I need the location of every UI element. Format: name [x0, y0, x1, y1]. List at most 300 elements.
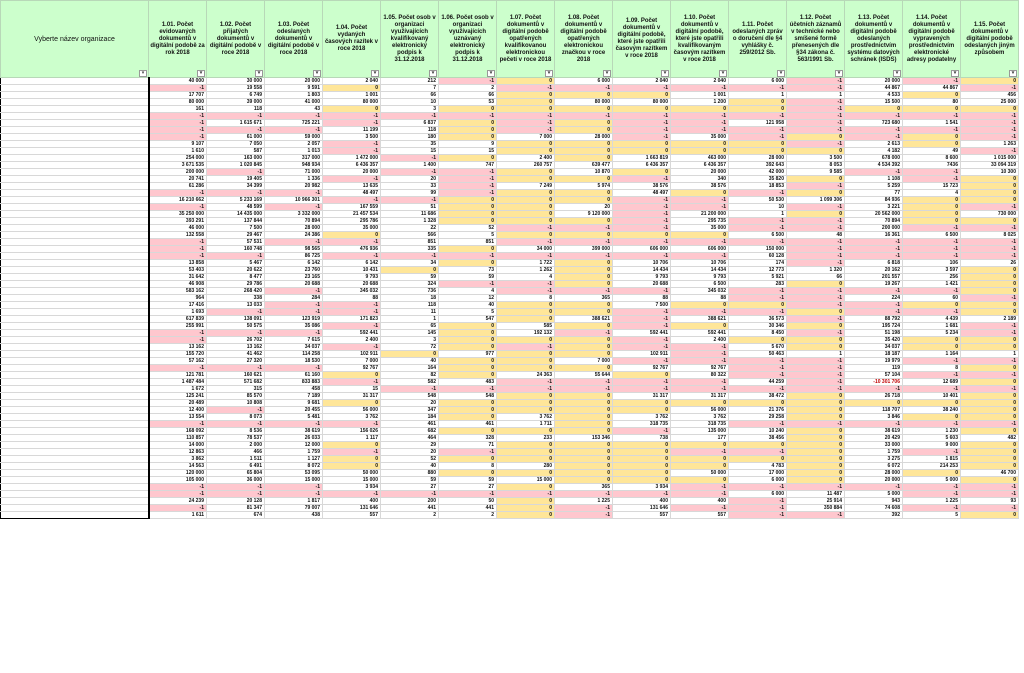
- data-cell[interactable]: 13 554: [149, 414, 207, 421]
- data-cell[interactable]: -1: [613, 127, 671, 134]
- column-header[interactable]: [323, 1, 381, 78]
- data-cell[interactable]: 0: [961, 407, 1019, 414]
- organization-name-cell[interactable]: [1, 92, 149, 99]
- organization-name-cell[interactable]: [1, 218, 149, 225]
- organization-name-cell[interactable]: [1, 85, 149, 92]
- data-cell[interactable]: -1: [497, 491, 555, 498]
- data-cell[interactable]: -1: [903, 358, 961, 365]
- data-cell[interactable]: 9 793: [671, 274, 729, 281]
- data-cell[interactable]: 21 200 000: [671, 211, 729, 218]
- data-cell[interactable]: 400: [323, 498, 381, 505]
- data-cell[interactable]: 723 680: [845, 120, 903, 127]
- data-cell[interactable]: 9 793: [613, 274, 671, 281]
- data-cell[interactable]: -1: [961, 225, 1019, 232]
- data-cell[interactable]: 35 000: [323, 225, 381, 232]
- data-cell[interactable]: -1: [729, 421, 787, 428]
- data-cell[interactable]: 38 472: [729, 393, 787, 400]
- organization-name-cell[interactable]: [1, 169, 149, 176]
- data-cell[interactable]: -1: [207, 190, 265, 197]
- data-cell[interactable]: 38 619: [845, 428, 903, 435]
- organization-name-cell[interactable]: [1, 372, 149, 379]
- data-cell[interactable]: 48 599: [207, 204, 265, 211]
- data-cell[interactable]: 0: [961, 393, 1019, 400]
- data-cell[interactable]: 283: [729, 281, 787, 288]
- data-cell[interactable]: 44 259: [729, 379, 787, 386]
- data-cell[interactable]: 15: [323, 386, 381, 393]
- data-cell[interactable]: 28 000: [845, 470, 903, 477]
- data-cell[interactable]: -1: [961, 120, 1019, 127]
- data-cell[interactable]: -1: [961, 323, 1019, 330]
- data-cell[interactable]: 0: [961, 365, 1019, 372]
- data-cell[interactable]: -1: [323, 323, 381, 330]
- data-cell[interactable]: 88 792: [845, 316, 903, 323]
- data-cell[interactable]: 145: [381, 330, 439, 337]
- data-cell[interactable]: 35: [381, 141, 439, 148]
- data-cell[interactable]: -1: [671, 449, 729, 456]
- data-cell[interactable]: -1: [149, 204, 207, 211]
- data-cell[interactable]: 3 671 535: [149, 162, 207, 169]
- data-cell[interactable]: 0: [613, 92, 671, 99]
- data-cell[interactable]: 80 000: [149, 99, 207, 106]
- data-cell[interactable]: -1: [149, 421, 207, 428]
- data-cell[interactable]: 1 541: [903, 120, 961, 127]
- data-cell[interactable]: -1: [961, 421, 1019, 428]
- data-cell[interactable]: 6 749: [207, 92, 265, 99]
- data-cell[interactable]: 1 672: [149, 386, 207, 393]
- data-cell[interactable]: 92 767: [671, 365, 729, 372]
- data-cell[interactable]: 1 108: [845, 176, 903, 183]
- data-cell[interactable]: 40: [381, 358, 439, 365]
- data-cell[interactable]: 20 455: [265, 407, 323, 414]
- data-cell[interactable]: 53 095: [265, 470, 323, 477]
- data-cell[interactable]: 1 681: [903, 323, 961, 330]
- filter-dropdown-icon[interactable]: ▾: [197, 70, 205, 77]
- column-header[interactable]: [207, 1, 265, 78]
- data-cell[interactable]: 0: [439, 414, 497, 421]
- data-cell[interactable]: 168 092: [149, 428, 207, 435]
- data-cell[interactable]: 0: [497, 106, 555, 113]
- data-cell[interactable]: 0: [903, 400, 961, 407]
- organization-name-cell[interactable]: [1, 78, 149, 85]
- data-cell[interactable]: 0: [497, 176, 555, 183]
- data-cell[interactable]: 153 346: [555, 435, 613, 442]
- data-cell[interactable]: 324: [381, 281, 439, 288]
- data-cell[interactable]: 40: [439, 302, 497, 309]
- data-cell[interactable]: 0: [555, 407, 613, 414]
- data-cell[interactable]: 851: [439, 239, 497, 246]
- data-cell[interactable]: -1: [961, 372, 1019, 379]
- data-cell[interactable]: -1: [613, 113, 671, 120]
- data-cell[interactable]: 1 020 845: [207, 162, 265, 169]
- data-cell[interactable]: 8: [903, 365, 961, 372]
- data-cell[interactable]: 29 258: [729, 414, 787, 421]
- data-cell[interactable]: -1: [787, 330, 845, 337]
- data-cell[interactable]: 19 405: [207, 176, 265, 183]
- data-cell[interactable]: 1 336: [265, 176, 323, 183]
- data-cell[interactable]: 0: [497, 365, 555, 372]
- data-cell[interactable]: 0: [961, 414, 1019, 421]
- data-cell[interactable]: -1: [207, 421, 265, 428]
- data-cell[interactable]: -1: [613, 218, 671, 225]
- data-cell[interactable]: 3 500: [787, 155, 845, 162]
- data-cell[interactable]: 977: [439, 351, 497, 358]
- data-cell[interactable]: 18 530: [265, 358, 323, 365]
- data-cell[interactable]: 3 762: [497, 414, 555, 421]
- data-cell[interactable]: -1: [555, 225, 613, 232]
- data-cell[interactable]: 7 189: [265, 393, 323, 400]
- data-cell[interactable]: 0: [729, 337, 787, 344]
- organization-name-cell[interactable]: [1, 134, 149, 141]
- column-header[interactable]: [903, 1, 961, 78]
- data-cell[interactable]: -1: [903, 484, 961, 491]
- data-cell[interactable]: 736: [381, 288, 439, 295]
- data-cell[interactable]: 49: [903, 148, 961, 155]
- organization-name-cell[interactable]: [1, 148, 149, 155]
- data-cell[interactable]: -1: [961, 386, 1019, 393]
- organization-name-cell[interactable]: [1, 99, 149, 106]
- data-cell[interactable]: 99: [381, 190, 439, 197]
- data-cell[interactable]: -1: [787, 372, 845, 379]
- data-cell[interactable]: 0: [555, 155, 613, 162]
- filter-dropdown-icon[interactable]: ▾: [255, 70, 263, 77]
- data-cell[interactable]: 0: [787, 309, 845, 316]
- data-cell[interactable]: 0: [555, 414, 613, 421]
- data-cell[interactable]: 71 000: [265, 169, 323, 176]
- data-cell[interactable]: 15: [439, 148, 497, 155]
- data-cell[interactable]: 0: [903, 211, 961, 218]
- data-cell[interactable]: 0: [439, 400, 497, 407]
- data-cell[interactable]: 0: [787, 449, 845, 456]
- data-cell[interactable]: 0: [903, 204, 961, 211]
- organization-name-cell[interactable]: [1, 309, 149, 316]
- data-cell[interactable]: 0: [613, 141, 671, 148]
- data-cell[interactable]: 1: [729, 92, 787, 99]
- organization-name-cell[interactable]: [1, 113, 149, 120]
- data-cell[interactable]: 81 347: [207, 505, 265, 512]
- data-cell[interactable]: -1: [613, 428, 671, 435]
- filter-dropdown-icon[interactable]: ▾: [719, 70, 727, 77]
- data-cell[interactable]: -1: [903, 113, 961, 120]
- data-cell[interactable]: 0: [903, 414, 961, 421]
- data-cell[interactable]: 57 162: [149, 358, 207, 365]
- data-cell[interactable]: 682: [381, 428, 439, 435]
- data-cell[interactable]: 0: [961, 442, 1019, 449]
- organization-name-cell[interactable]: [1, 323, 149, 330]
- data-cell[interactable]: 1 262: [497, 267, 555, 274]
- data-cell[interactable]: 0: [555, 260, 613, 267]
- data-cell[interactable]: 42 000: [729, 169, 787, 176]
- data-cell[interactable]: 0: [961, 190, 1019, 197]
- data-cell[interactable]: -1: [381, 491, 439, 498]
- data-cell[interactable]: 0: [497, 351, 555, 358]
- data-cell[interactable]: -1: [729, 365, 787, 372]
- data-cell[interactable]: 0: [439, 330, 497, 337]
- organization-name-cell[interactable]: [1, 463, 149, 470]
- data-cell[interactable]: 392: [845, 512, 903, 519]
- data-cell[interactable]: -1: [555, 386, 613, 393]
- data-cell[interactable]: -1: [439, 491, 497, 498]
- data-cell[interactable]: 0: [787, 456, 845, 463]
- data-cell[interactable]: 0: [323, 85, 381, 92]
- data-cell[interactable]: -1: [787, 239, 845, 246]
- data-cell[interactable]: 13 858: [149, 260, 207, 267]
- data-cell[interactable]: 0: [555, 365, 613, 372]
- data-cell[interactable]: -1: [497, 281, 555, 288]
- data-cell[interactable]: 0: [555, 449, 613, 456]
- data-cell[interactable]: -1: [323, 491, 381, 498]
- data-cell[interactable]: 0: [555, 92, 613, 99]
- data-cell[interactable]: 0: [787, 211, 845, 218]
- data-cell[interactable]: 98 565: [265, 246, 323, 253]
- data-cell[interactable]: -1: [439, 113, 497, 120]
- data-cell[interactable]: 5 259: [845, 183, 903, 190]
- data-cell[interactable]: 177: [671, 435, 729, 442]
- data-cell[interactable]: 0: [323, 456, 381, 463]
- data-cell[interactable]: 0: [497, 484, 555, 491]
- data-cell[interactable]: -1: [671, 351, 729, 358]
- data-cell[interactable]: 59: [381, 274, 439, 281]
- data-cell[interactable]: 0: [555, 477, 613, 484]
- data-cell[interactable]: 192 132: [497, 330, 555, 337]
- data-cell[interactable]: 0: [903, 106, 961, 113]
- organization-name-cell[interactable]: [1, 512, 149, 519]
- data-cell[interactable]: 0: [613, 372, 671, 379]
- data-cell[interactable]: 350 884: [787, 505, 845, 512]
- data-cell[interactable]: 29 467: [207, 232, 265, 239]
- data-cell[interactable]: 118: [207, 106, 265, 113]
- data-cell[interactable]: 52: [439, 225, 497, 232]
- data-cell[interactable]: -1: [613, 337, 671, 344]
- data-cell[interactable]: 114 258: [265, 351, 323, 358]
- data-cell[interactable]: 0: [497, 337, 555, 344]
- data-cell[interactable]: 0: [787, 477, 845, 484]
- data-cell[interactable]: 3 762: [671, 414, 729, 421]
- data-cell[interactable]: -1: [903, 372, 961, 379]
- data-cell[interactable]: 6 491: [207, 463, 265, 470]
- data-cell[interactable]: -1: [961, 253, 1019, 260]
- data-cell[interactable]: -1: [381, 197, 439, 204]
- data-cell[interactable]: 137 844: [207, 218, 265, 225]
- data-cell[interactable]: -1: [845, 134, 903, 141]
- data-cell[interactable]: 10 870: [555, 169, 613, 176]
- data-cell[interactable]: 46 700: [961, 470, 1019, 477]
- data-cell[interactable]: -1: [265, 421, 323, 428]
- data-cell[interactable]: 1 663 819: [613, 155, 671, 162]
- data-cell[interactable]: 0: [497, 456, 555, 463]
- data-cell[interactable]: 964: [149, 295, 207, 302]
- data-cell[interactable]: 38 456: [729, 435, 787, 442]
- data-cell[interactable]: 0: [961, 106, 1019, 113]
- data-cell[interactable]: -1: [381, 253, 439, 260]
- data-cell[interactable]: 105 000: [149, 477, 207, 484]
- organization-name-cell[interactable]: [1, 155, 149, 162]
- data-cell[interactable]: 214 253: [903, 463, 961, 470]
- filter-dropdown-icon[interactable]: ▾: [893, 70, 901, 77]
- data-cell[interactable]: -10 301 706: [845, 379, 903, 386]
- data-cell[interactable]: 284: [265, 295, 323, 302]
- data-cell[interactable]: 20 489: [149, 400, 207, 407]
- organization-name-cell[interactable]: [1, 253, 149, 260]
- data-cell[interactable]: 1 759: [265, 449, 323, 456]
- data-cell[interactable]: 8 072: [265, 463, 323, 470]
- data-cell[interactable]: 16 361: [845, 232, 903, 239]
- data-cell[interactable]: -1: [729, 309, 787, 316]
- data-cell[interactable]: 0: [961, 78, 1019, 85]
- data-cell[interactable]: 0: [555, 442, 613, 449]
- data-cell[interactable]: 3 762: [613, 414, 671, 421]
- data-cell[interactable]: 21 376: [729, 407, 787, 414]
- data-cell[interactable]: 5 481: [265, 414, 323, 421]
- data-cell[interactable]: 747: [439, 162, 497, 169]
- data-cell[interactable]: -1: [729, 127, 787, 134]
- data-cell[interactable]: 56 000: [323, 407, 381, 414]
- data-cell[interactable]: 125 241: [149, 393, 207, 400]
- data-cell[interactable]: 335: [381, 246, 439, 253]
- data-cell[interactable]: 18 187: [845, 351, 903, 358]
- data-cell[interactable]: 7 000: [497, 134, 555, 141]
- data-cell[interactable]: -1: [903, 288, 961, 295]
- data-cell[interactable]: 0: [497, 428, 555, 435]
- data-cell[interactable]: 943: [845, 498, 903, 505]
- data-cell[interactable]: 0: [671, 442, 729, 449]
- column-header[interactable]: [149, 1, 207, 78]
- organization-name-cell[interactable]: [1, 127, 149, 134]
- data-cell[interactable]: 0: [961, 197, 1019, 204]
- data-cell[interactable]: 132 558: [149, 232, 207, 239]
- data-cell[interactable]: 33 000: [845, 442, 903, 449]
- data-cell[interactable]: 0: [323, 106, 381, 113]
- data-cell[interactable]: 393 291: [149, 218, 207, 225]
- data-cell[interactable]: 0: [497, 470, 555, 477]
- organization-name-cell[interactable]: [1, 316, 149, 323]
- organization-name-cell[interactable]: [1, 260, 149, 267]
- data-cell[interactable]: 5: [439, 309, 497, 316]
- data-cell[interactable]: 1 472 000: [323, 155, 381, 162]
- data-cell[interactable]: -1: [961, 85, 1019, 92]
- data-cell[interactable]: 19 267: [845, 281, 903, 288]
- data-cell[interactable]: -1: [555, 239, 613, 246]
- data-cell[interactable]: 365: [555, 295, 613, 302]
- data-cell[interactable]: 0: [729, 141, 787, 148]
- organization-name-cell[interactable]: [1, 491, 149, 498]
- data-cell[interactable]: -1: [729, 386, 787, 393]
- organization-name-cell[interactable]: [1, 386, 149, 393]
- data-cell[interactable]: 20 000: [845, 477, 903, 484]
- organization-name-cell[interactable]: [1, 183, 149, 190]
- data-cell[interactable]: 0: [961, 288, 1019, 295]
- data-cell[interactable]: 0: [903, 337, 961, 344]
- data-cell[interactable]: 200: [381, 498, 439, 505]
- data-cell[interactable]: 0: [671, 148, 729, 155]
- data-cell[interactable]: 315: [207, 386, 265, 393]
- data-cell[interactable]: -1: [787, 302, 845, 309]
- organization-name-cell[interactable]: [1, 428, 149, 435]
- data-cell[interactable]: 0: [497, 218, 555, 225]
- data-cell[interactable]: 5 670: [729, 344, 787, 351]
- organization-name-cell[interactable]: [1, 302, 149, 309]
- data-cell[interactable]: 0: [961, 400, 1019, 407]
- data-cell[interactable]: -1: [787, 358, 845, 365]
- data-cell[interactable]: 35 086: [265, 323, 323, 330]
- data-cell[interactable]: 0: [497, 309, 555, 316]
- data-cell[interactable]: 392 643: [729, 162, 787, 169]
- data-cell[interactable]: 256: [903, 274, 961, 281]
- data-cell[interactable]: 0: [497, 232, 555, 239]
- data-cell[interactable]: 44 867: [903, 85, 961, 92]
- data-cell[interactable]: 0: [439, 470, 497, 477]
- data-cell[interactable]: 5 921: [729, 274, 787, 281]
- data-cell[interactable]: -1: [265, 309, 323, 316]
- data-cell[interactable]: 15: [381, 148, 439, 155]
- data-cell[interactable]: 80 000: [555, 99, 613, 106]
- data-cell[interactable]: 1 610: [149, 148, 207, 155]
- data-cell[interactable]: -1: [787, 106, 845, 113]
- data-cell[interactable]: 3 846: [845, 414, 903, 421]
- data-cell[interactable]: 66: [381, 92, 439, 99]
- data-cell[interactable]: 0: [497, 169, 555, 176]
- column-header[interactable]: [787, 1, 845, 78]
- data-cell[interactable]: 20 688: [323, 281, 381, 288]
- data-cell[interactable]: 466: [207, 449, 265, 456]
- data-cell[interactable]: 0: [497, 141, 555, 148]
- data-cell[interactable]: -1: [613, 204, 671, 211]
- data-cell[interactable]: 461: [439, 421, 497, 428]
- data-cell[interactable]: 547: [439, 316, 497, 323]
- data-cell[interactable]: 0: [671, 141, 729, 148]
- data-cell[interactable]: -1: [613, 288, 671, 295]
- organization-name-cell[interactable]: [1, 337, 149, 344]
- data-cell[interactable]: 1 759: [845, 449, 903, 456]
- data-cell[interactable]: 8 025: [961, 232, 1019, 239]
- data-cell[interactable]: -1: [555, 253, 613, 260]
- data-cell[interactable]: 674: [207, 512, 265, 519]
- data-cell[interactable]: 0: [555, 463, 613, 470]
- data-cell[interactable]: 9: [439, 141, 497, 148]
- data-cell[interactable]: -1: [439, 386, 497, 393]
- data-cell[interactable]: -1: [671, 253, 729, 260]
- data-cell[interactable]: -1: [149, 127, 207, 134]
- data-cell[interactable]: -1: [787, 225, 845, 232]
- data-cell[interactable]: 0: [787, 337, 845, 344]
- data-cell[interactable]: 0: [787, 400, 845, 407]
- data-cell[interactable]: 2 189: [961, 316, 1019, 323]
- data-cell[interactable]: 6 000: [729, 477, 787, 484]
- data-cell[interactable]: -1: [497, 113, 555, 120]
- data-cell[interactable]: 0: [961, 379, 1019, 386]
- data-cell[interactable]: 14 434: [613, 267, 671, 274]
- data-cell[interactable]: -1: [323, 176, 381, 183]
- data-cell[interactable]: 0: [323, 463, 381, 470]
- data-cell[interactable]: 50: [439, 498, 497, 505]
- data-cell[interactable]: 0: [439, 344, 497, 351]
- data-cell[interactable]: 59: [439, 477, 497, 484]
- data-cell[interactable]: 119: [845, 365, 903, 372]
- data-cell[interactable]: 28 000: [729, 155, 787, 162]
- organization-name-cell[interactable]: [1, 267, 149, 274]
- data-cell[interactable]: -1: [613, 120, 671, 127]
- data-cell[interactable]: 61 286: [149, 183, 207, 190]
- data-cell[interactable]: -1: [555, 512, 613, 519]
- data-cell[interactable]: 0: [555, 302, 613, 309]
- filter-dropdown-icon[interactable]: ▾: [545, 70, 553, 77]
- data-cell[interactable]: 15 000: [265, 477, 323, 484]
- data-cell[interactable]: -1: [439, 169, 497, 176]
- data-cell[interactable]: 438: [265, 512, 323, 519]
- data-cell[interactable]: 345 032: [671, 288, 729, 295]
- data-cell[interactable]: 20: [381, 449, 439, 456]
- organization-name-cell[interactable]: [1, 239, 149, 246]
- organization-name-cell[interactable]: [1, 344, 149, 351]
